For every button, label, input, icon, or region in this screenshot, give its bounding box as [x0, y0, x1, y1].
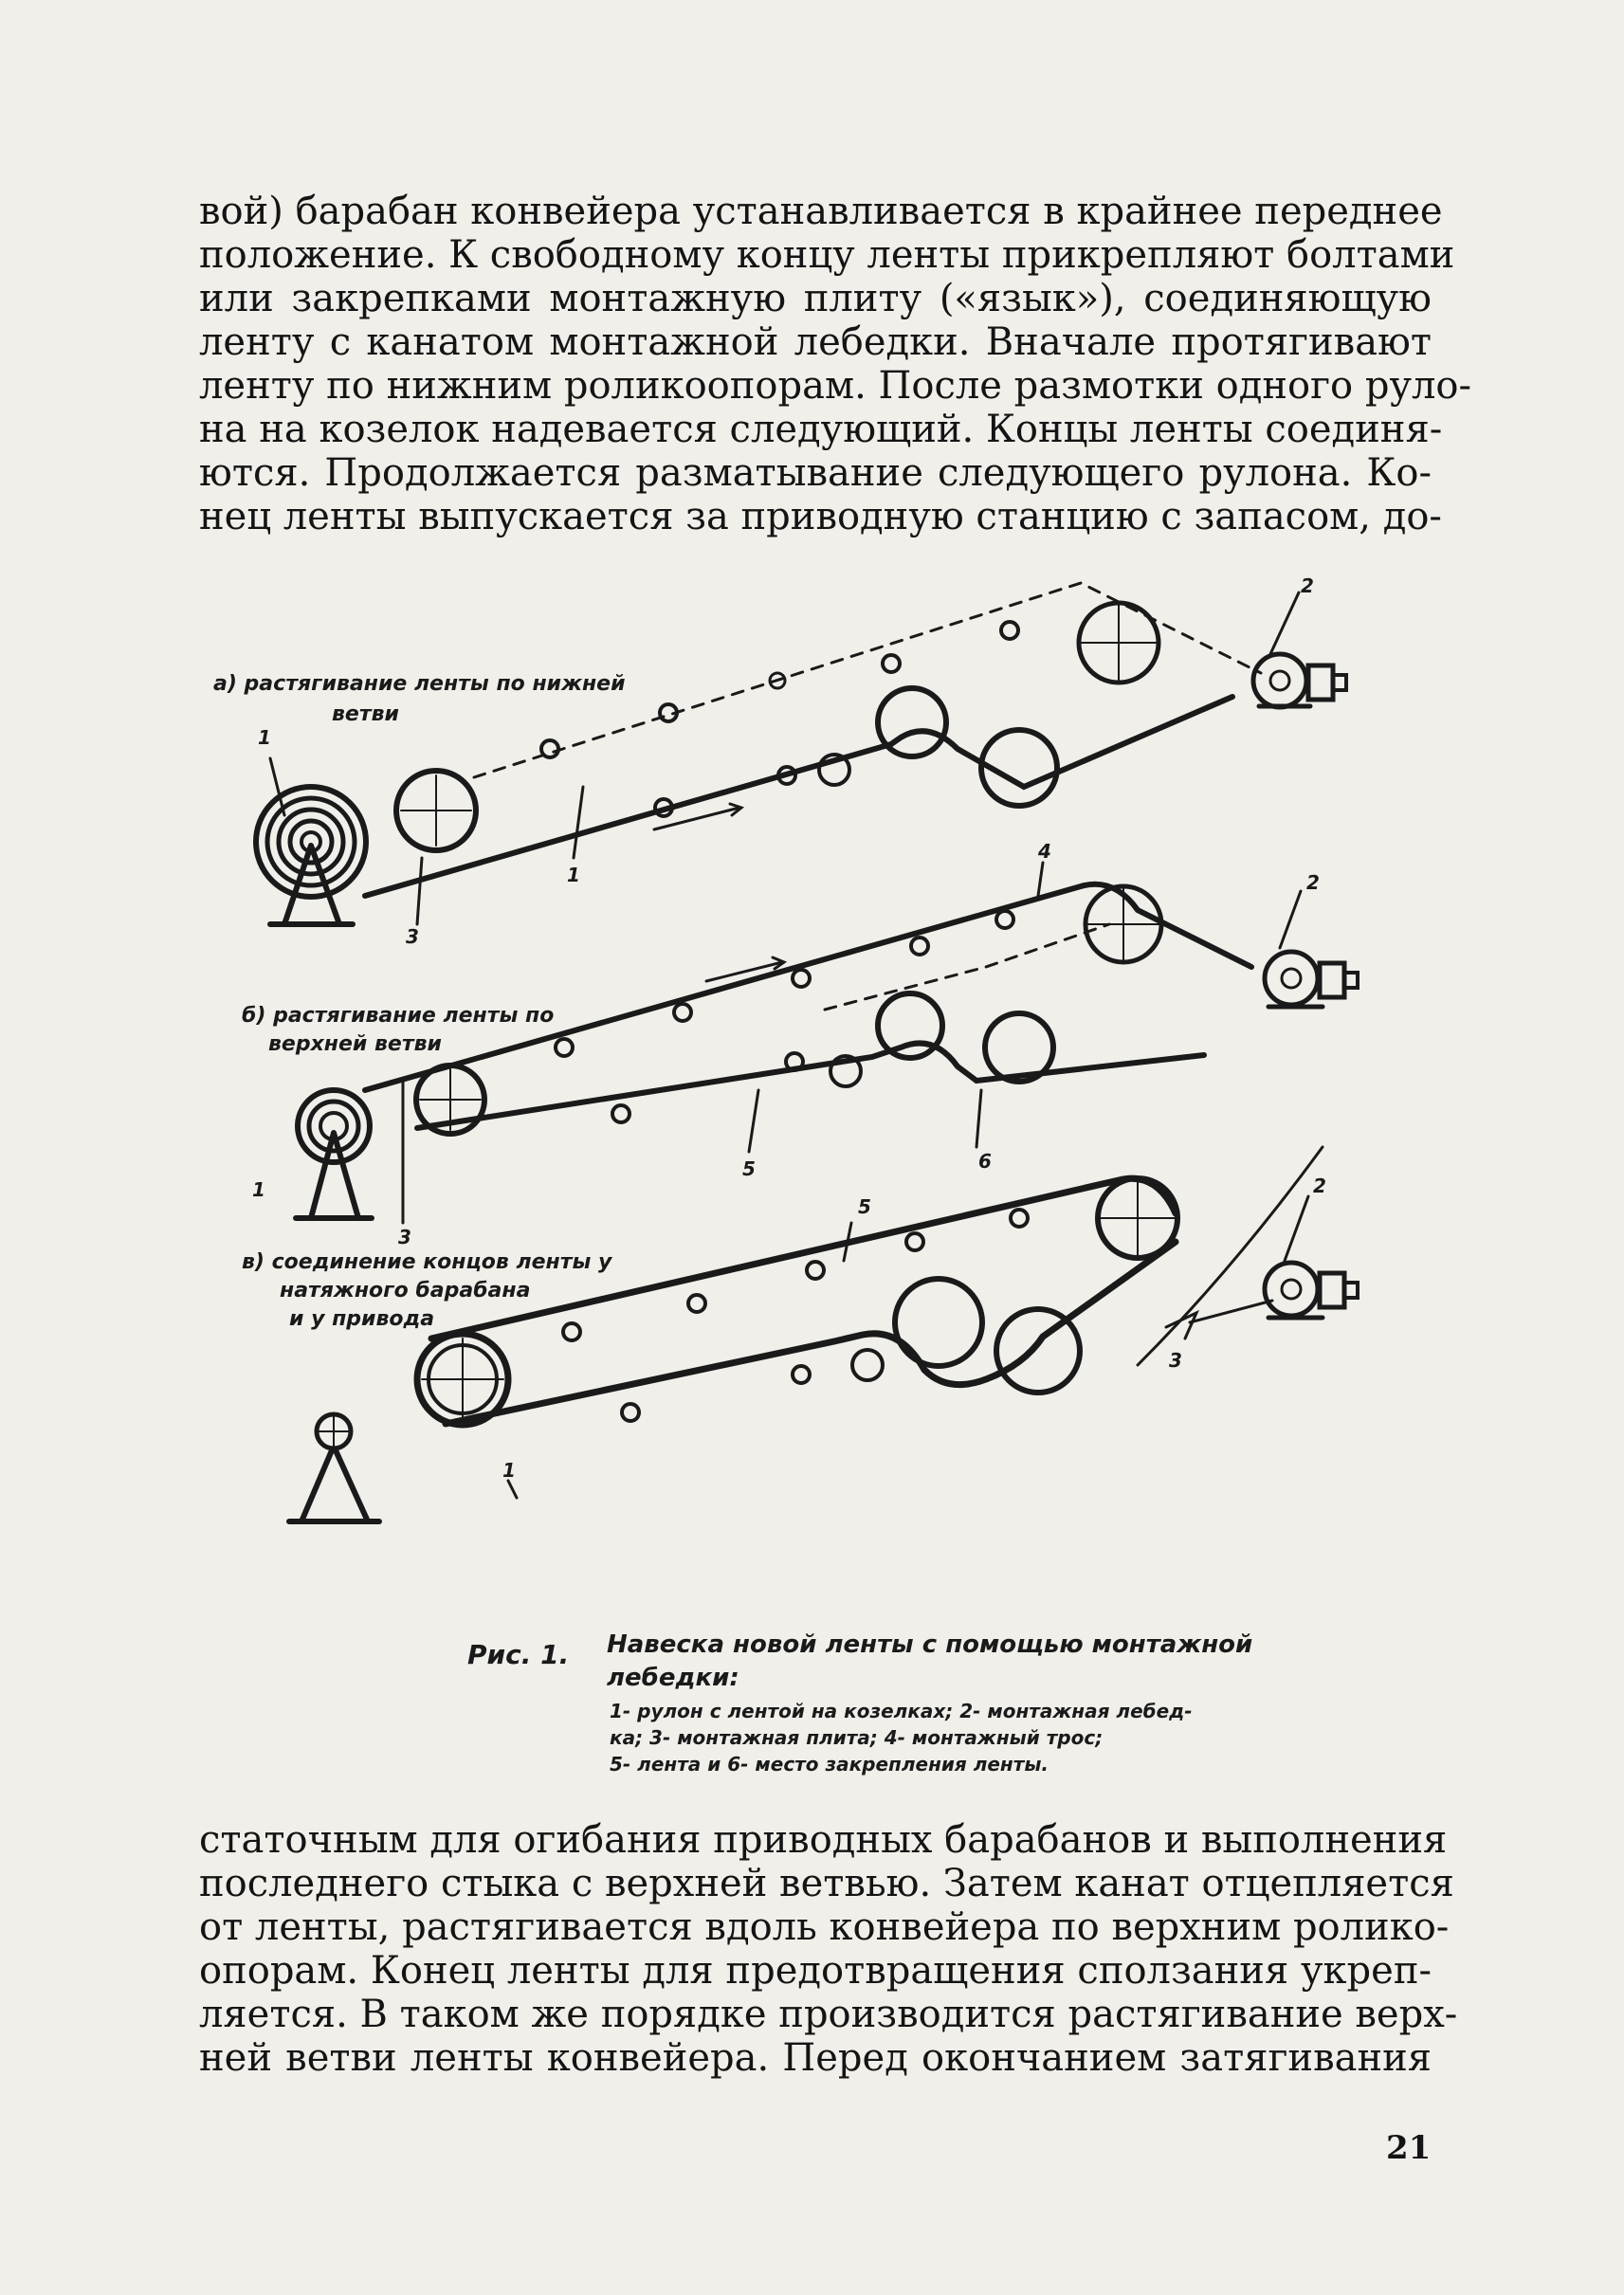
marker-label: 5	[742, 1157, 756, 1180]
text-line: или закрепками монтажную плиту («язык»), соединяющую	[199, 277, 1432, 320]
idler-roller	[622, 1404, 639, 1421]
marker-label: 1	[258, 726, 271, 749]
idler-roller	[807, 1262, 824, 1279]
drive-drum	[878, 688, 946, 756]
idler-roller	[556, 1039, 573, 1056]
belt-roll-b	[296, 1090, 372, 1218]
marker-label: 3	[398, 1226, 411, 1248]
text-line: ней ветви ленты конвейера. Перед окончанием затягивания	[199, 2036, 1432, 2080]
bottom-paragraph	[199, 1818, 1458, 2080]
idler-roller	[1001, 622, 1018, 639]
panel-a-title-1: а) растягивание ленты по нижней	[213, 672, 626, 696]
idler-roller	[911, 938, 928, 955]
text-line: ленту с канатом монтажной лебедки. Вначале протягивают	[199, 320, 1432, 364]
idler-roller	[1011, 1210, 1028, 1227]
marker-label: 2	[1306, 871, 1320, 894]
marker-label: 3	[1169, 1349, 1182, 1372]
panel-c-labels	[242, 1175, 1326, 1482]
winch-a	[1253, 592, 1346, 707]
marker-label: 4	[1038, 840, 1051, 863]
panel-c-diagram	[289, 1147, 1358, 1521]
panel-c-title-2: натяжного барабана	[280, 1279, 531, 1302]
caption-label: Рис. 1.	[467, 1639, 570, 1670]
caption-legend-3: 5- лента и 6- место закрепления ленты.	[610, 1753, 1049, 1776]
marker-label: 2	[1301, 574, 1314, 597]
panel-b-title-2: верхней ветви	[268, 1032, 442, 1056]
idler-roller	[541, 740, 558, 757]
panel-c-title-1: в) соединение концов ленты у	[242, 1250, 612, 1274]
panel-b-diagram	[296, 863, 1358, 1223]
idler-roller	[793, 1366, 810, 1383]
winch-c	[1265, 1196, 1358, 1318]
idler-roller	[612, 1105, 630, 1122]
drive-drum	[996, 1309, 1080, 1393]
text-line: от ленты, растягивается вдоль конвейера по верхним ролико-	[199, 1905, 1450, 1949]
panel-a-title-2: ветви	[332, 702, 399, 726]
empty-stand-c	[289, 1414, 379, 1521]
marker-label: 1	[502, 1459, 516, 1482]
belt-roll-a	[256, 787, 366, 924]
idler-roller	[906, 1233, 923, 1250]
idler-roller	[563, 1323, 580, 1340]
text-line: нец ленты выпускается за приводную станцию с запасом, до-	[199, 495, 1442, 538]
drive-drum	[895, 1279, 982, 1366]
belt-b-lower	[417, 1044, 1204, 1129]
text-line: опорам. Конец ленты для предотвращения сползания укреп-	[199, 1949, 1432, 1993]
caption-legend-1: 1- рулон с лентой на козелках; 2- монтажная лебед-	[610, 1700, 1193, 1722]
idler-roller	[852, 1350, 883, 1380]
marker-label: 1	[252, 1178, 265, 1201]
belt-b-upper	[365, 884, 1251, 1090]
marker-label: 5	[858, 1195, 871, 1218]
marker-label: 3	[406, 925, 419, 948]
text-line: последнего стыка с верхней ветвью. Затем канат отцепляется	[199, 1862, 1454, 1905]
idler-roller	[883, 655, 900, 672]
rope-b	[825, 924, 1109, 1010]
idler-roller	[688, 1295, 705, 1312]
figure-caption	[467, 1630, 1252, 1776]
panel-b-title-1: б) растягивание ленты по	[242, 1004, 555, 1028]
page-number: 21	[1386, 2129, 1432, 2167]
marker-label: 2	[1313, 1175, 1326, 1197]
text-line: вой) барабан конвейера устанавливается в крайнее переднее	[199, 190, 1443, 233]
idler-roller	[793, 970, 810, 987]
text-line: положение. К свободному концу ленты прикрепляют болтами	[199, 233, 1455, 277]
winch-b	[1265, 891, 1358, 1007]
marker-label: 6	[978, 1150, 992, 1173]
drive-drum	[985, 1013, 1053, 1082]
text-line: ленту по нижним роликоопорам. После размотки одного руло-	[199, 364, 1471, 408]
panel-c-title-3: и у привода	[289, 1307, 435, 1331]
text-line: ются. Продолжается разматывание следующего рулона. Ко-	[199, 451, 1432, 495]
caption-title-1: Навеска новой ленты с помощью монтажной	[607, 1630, 1253, 1659]
caption-legend-2: ка; 3- монтажная плита; 4- монтажный трос;	[610, 1726, 1104, 1749]
text-line: статочным для огибания приводных барабанов и выполнения	[199, 1818, 1448, 1862]
rope-c	[1138, 1147, 1323, 1365]
marker-label: 1	[567, 864, 580, 886]
text-line: ляется. В таком же порядке производится растягивание верх-	[199, 1993, 1458, 2036]
idler-roller	[674, 1004, 691, 1021]
text-line: на на козелок надевается следующий. Концы ленты соединя-	[199, 408, 1443, 451]
drive-drum	[878, 993, 942, 1058]
belt-a	[365, 697, 1232, 896]
idler-roller	[996, 911, 1013, 928]
panel-a-diagram	[256, 583, 1346, 924]
caption-title-2: лебедки:	[607, 1664, 739, 1692]
